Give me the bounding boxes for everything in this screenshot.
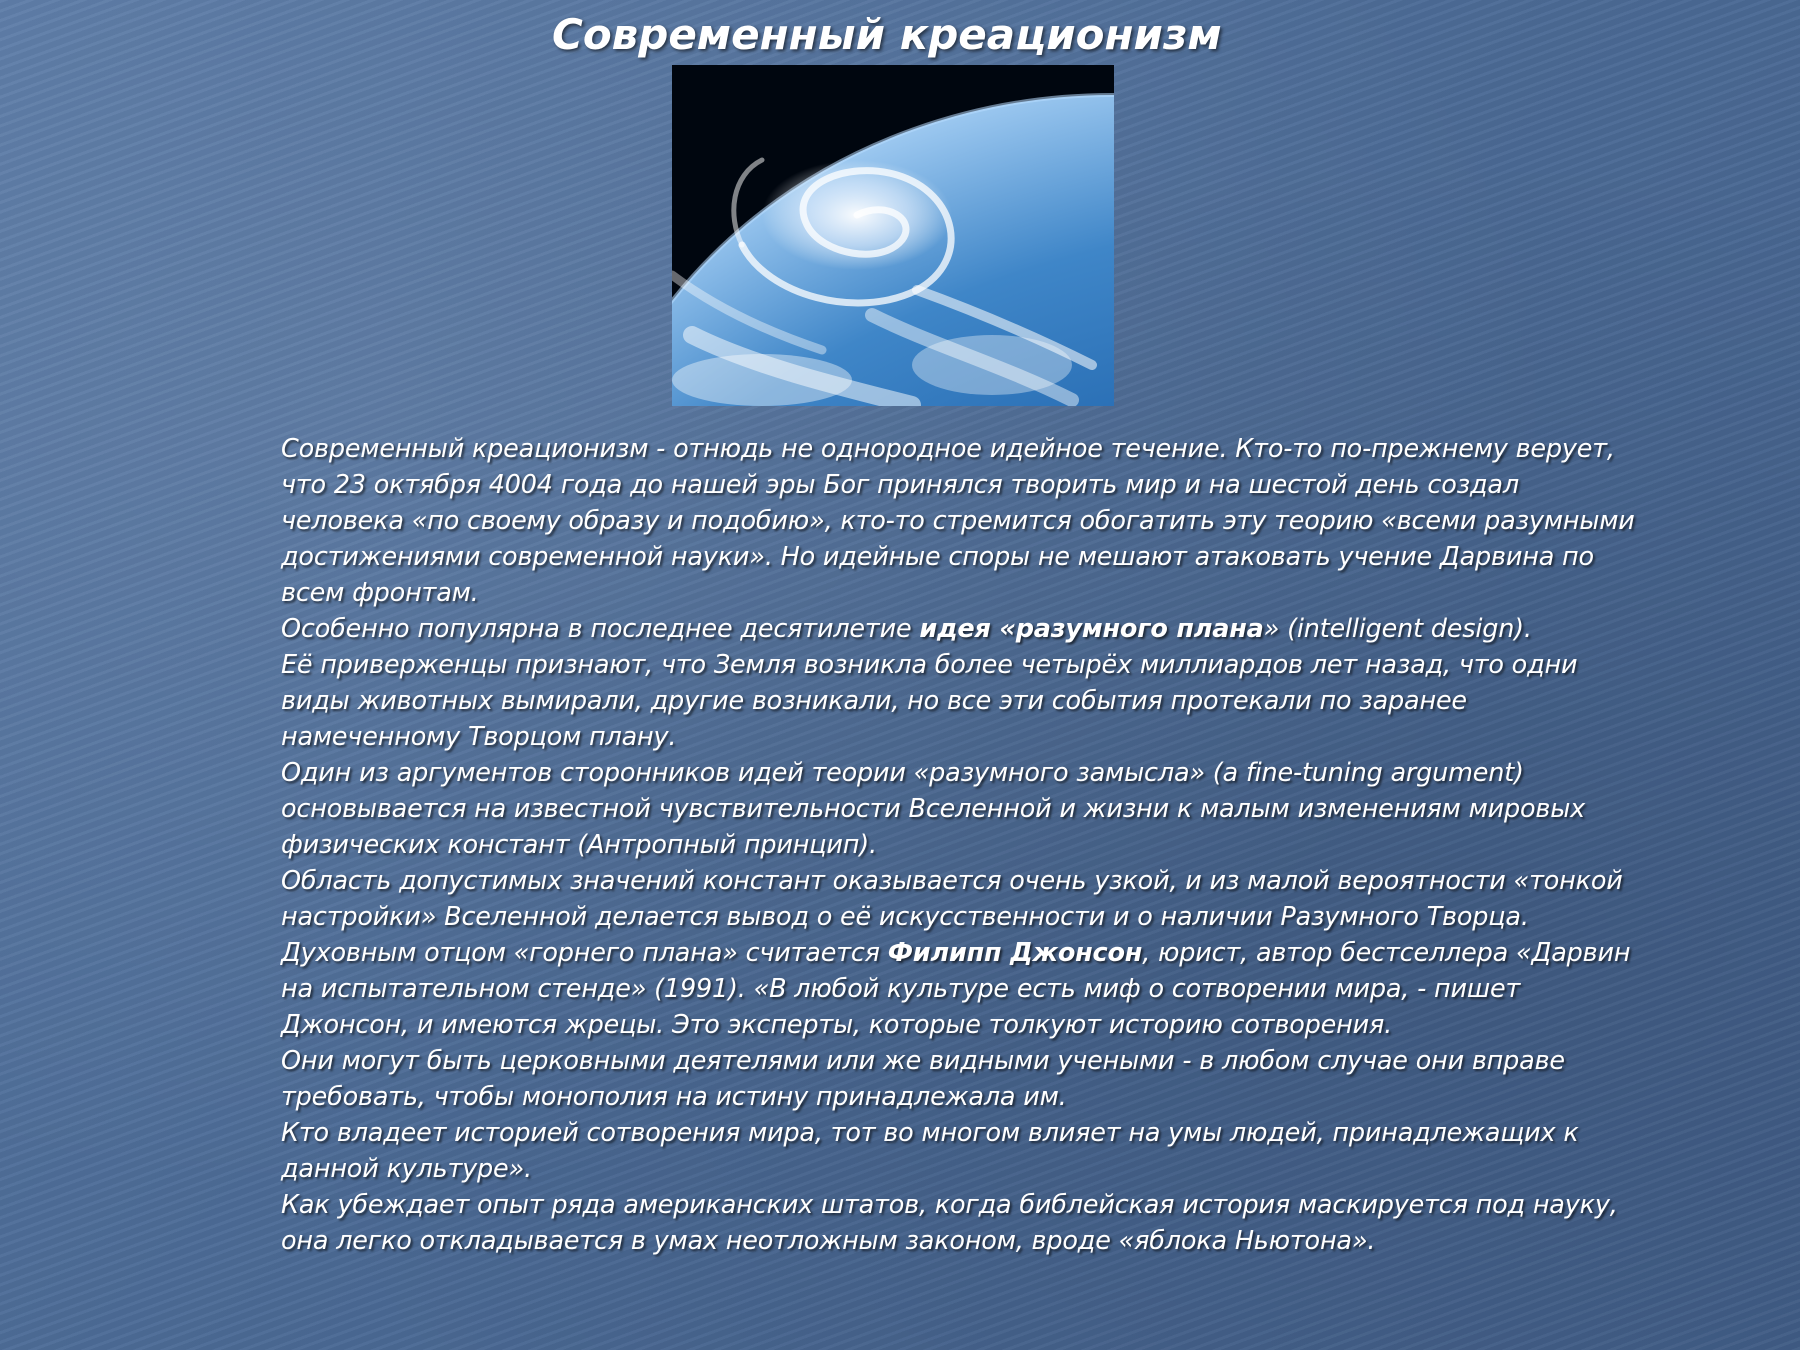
phillip-johnson-emphasis: Филипп Джонсон xyxy=(887,938,1143,968)
paragraph-7: Они могут быть церковными деятелями или же видными учеными - в любом случае они вправе требовать, чтобы монополия на истину принадлежала им. xyxy=(281,1046,1565,1112)
paragraph-3: Её приверженцы признают, что Земля возникла более четырёх миллиардов лет назад, что одни виды животных вымирали, другие возникали, но все эти события протекали по заранее намеченному Творцом плану. xyxy=(281,650,1578,752)
paragraph-9: Как убеждает опыт ряда американских штатов, когда библейская история маскируется под науку, она легко откладывается в умах неотложным законом, вроде «яблока Ньютона». xyxy=(281,1190,1618,1256)
intelligent-design-emphasis: идея «разумного плана xyxy=(919,614,1264,644)
earth-cyclone-photo xyxy=(672,65,1114,406)
paragraph-4: Один из аргументов сторонников идей теории «разумного замысла» (a fine-tuning argument) основывается на известной чувствительности Вселенной и жизни к малым изменениям мировых физических констант (Антропный принцип). xyxy=(281,758,1586,860)
slide-title: Современный креационизм xyxy=(552,10,1222,59)
paragraph-6: Духовным отцом «горнего плана» считается Филипп Джонсон, юрист, автор бестселлера «Дарвин на испытательном стенде» (1991). «В любой культуре есть миф о сотворении мира, - пишет Джонсон, и имеются жрецы. Это эксперты, которые толкуют историю сотворения. xyxy=(281,938,1631,1040)
paragraph-8: Кто владеет историей сотворения мира, тот во многом влияет на умы людей, принадлежащих к данной культуре». xyxy=(281,1118,1579,1184)
paragraph-5: Область допустимых значений констант оказывается очень узкой, и из малой вероятности «тонкой настройки» Вселенной делается вывод о её искусственности и о наличии Разумного Творца. xyxy=(281,866,1623,932)
earth-icon xyxy=(672,65,1114,406)
body-text xyxy=(281,431,1641,1259)
paragraph-2: Особенно популярна в последнее десятилетие идея «разумного плана» (intelligent design). xyxy=(281,614,1532,644)
paragraph-1: Современный креационизм - отнюдь не однородное идейное течение. Кто-то по-прежнему верует, что 23 октября 4004 года до нашей эры Бог принялся творить мир и на шестой день создал человека «по своему образу и подобию», кто-то стремится обогатить эту теорию «всеми разумными достижениями современной науки». Но идейные споры не мешают атаковать учение Дарвина по всем фронтам. xyxy=(281,434,1635,608)
